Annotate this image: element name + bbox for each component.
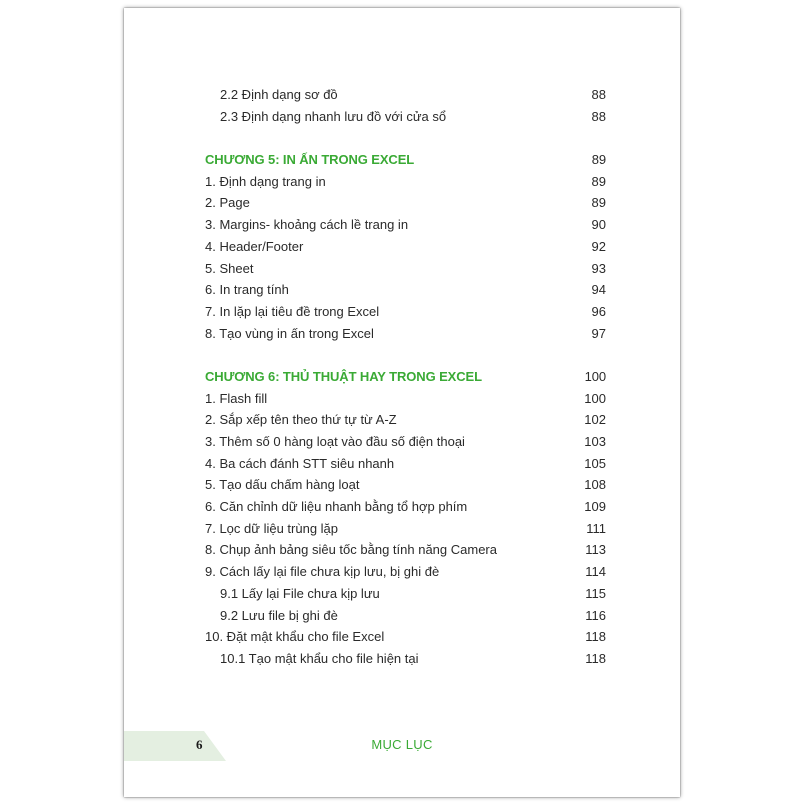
- toc-entry-label: 3. Margins- khoảng cách lề trang in: [205, 217, 409, 233]
- section-gap: [205, 344, 606, 366]
- toc-entry-label: 7. Lọc dữ liệu trùng lặp: [205, 520, 339, 536]
- toc-entry: [205, 539, 606, 561]
- toc-entry: [205, 583, 606, 605]
- chapter-title: CHƯƠNG 6: THỦ THUẬT HAY TRONG EXCEL: [205, 368, 482, 384]
- toc-entry-page: 116: [585, 607, 606, 623]
- toc-entry-page: 89: [591, 195, 606, 211]
- toc-entry-label: 4. Ba cách đánh STT siêu nhanh: [205, 455, 395, 471]
- toc-entry-page: 118: [585, 629, 606, 645]
- toc-entry: [205, 474, 606, 496]
- toc-entry-label: 2. Page: [205, 195, 250, 211]
- toc-entry-page: 93: [591, 260, 606, 276]
- toc-entry-page: 92: [591, 238, 606, 254]
- toc-entry-label: 1. Flash fill: [205, 390, 268, 406]
- toc-entry: [205, 626, 606, 648]
- toc-entry-page: 90: [591, 217, 606, 233]
- book-page: [124, 8, 680, 797]
- toc-entry-page: 114: [585, 564, 606, 580]
- toc-entry-page: 97: [591, 325, 606, 341]
- toc-entry: [205, 214, 606, 236]
- toc-entry: [205, 258, 606, 280]
- toc-entry-label: 7. In lặp lại tiêu đề trong Excel: [205, 303, 380, 319]
- toc-entry-label: 5. Sheet: [205, 260, 254, 276]
- toc-entry-label: 1. Định dạng trang in: [205, 173, 326, 189]
- toc-entry-label: 5. Tạo dấu chấm hàng loạt: [205, 477, 360, 493]
- toc-entry: [205, 171, 606, 193]
- toc-entry-page: 88: [591, 87, 606, 102]
- toc-entry-label: 6. In trang tính: [205, 282, 289, 298]
- toc-entry-page: 113: [585, 542, 606, 558]
- toc-entry: [205, 192, 606, 214]
- toc-chapter-heading: [205, 149, 606, 171]
- chapter-title: CHƯƠNG 5: IN ẤN TRONG EXCEL: [205, 152, 415, 168]
- toc-entry: [205, 84, 606, 106]
- toc-entry-page: 118: [585, 650, 606, 666]
- toc-entry-label: 2.3 Định dạng nhanh lưu đồ với cửa sổ: [220, 108, 447, 124]
- toc-entry: [205, 409, 606, 431]
- toc-entry-page: 105: [584, 455, 606, 471]
- toc-entry: [205, 518, 606, 540]
- toc-entry-label: 8. Chụp ảnh bảng siêu tốc bằng tính năng Camera: [205, 542, 497, 558]
- toc-entry-label: 10.1 Tạo mật khẩu cho file hiện tại: [220, 650, 419, 666]
- toc-entry: [205, 106, 606, 128]
- toc-entry: [205, 388, 606, 410]
- toc-entry-page: 111: [586, 520, 606, 536]
- toc-entry-label: 9. Cách lấy lại file chưa kịp lưu, bị ghi đè: [205, 564, 440, 580]
- chapter-page: 100: [584, 368, 606, 384]
- toc-entry: [205, 431, 606, 453]
- toc-entry-page: 103: [584, 434, 606, 449]
- toc-entry-page: 109: [584, 499, 606, 515]
- running-footer-title: MỤC LỤC: [371, 737, 433, 752]
- section-gap: [205, 127, 606, 149]
- table-of-contents: [205, 84, 606, 670]
- toc-entry: [205, 301, 606, 323]
- toc-entry: [205, 561, 606, 583]
- chapter-page: 89: [591, 152, 606, 168]
- page-number: 6: [196, 737, 203, 752]
- toc-entry: [205, 323, 606, 345]
- toc-entry-page: 89: [591, 173, 606, 189]
- toc-entry-page: 88: [591, 108, 606, 124]
- toc-entry-page: 100: [584, 390, 606, 406]
- toc-entry: [205, 496, 606, 518]
- toc-entry-label: 9.1 Lấy lại File chưa kịp lưu: [220, 585, 380, 601]
- toc-entry: [205, 453, 606, 475]
- toc-chapter-heading: [205, 366, 606, 388]
- toc-entry-label: 4. Header/Footer: [205, 238, 304, 254]
- toc-entry: [205, 605, 606, 627]
- toc-entry-label: 3. Thêm số 0 hàng loạt vào đầu số điện thoại: [205, 434, 465, 449]
- toc-entry-label: 8. Tạo vùng in ấn trong Excel: [205, 325, 374, 341]
- toc-entry: [205, 279, 606, 301]
- toc-entry-page: 94: [591, 282, 606, 298]
- toc-entry-label: 2.2 Định dạng sơ đồ: [220, 87, 338, 102]
- toc-entry-page: 96: [591, 303, 606, 319]
- toc-entry-label: 10. Đặt mật khẩu cho file Excel: [205, 629, 385, 645]
- toc-entry-page: 115: [585, 585, 606, 601]
- toc-entry-page: 102: [584, 412, 606, 428]
- toc-entry: [205, 236, 606, 258]
- toc-entry-label: 9.2 Lưu file bị ghi đè: [220, 607, 338, 623]
- toc-entry-label: 2. Sắp xếp tên theo thứ tự từ A-Z: [205, 412, 397, 428]
- toc-entry-page: 108: [584, 477, 606, 493]
- toc-entry: [205, 648, 606, 670]
- toc-entry-label: 6. Căn chỉnh dữ liệu nhanh bằng tổ hợp phím: [205, 499, 468, 515]
